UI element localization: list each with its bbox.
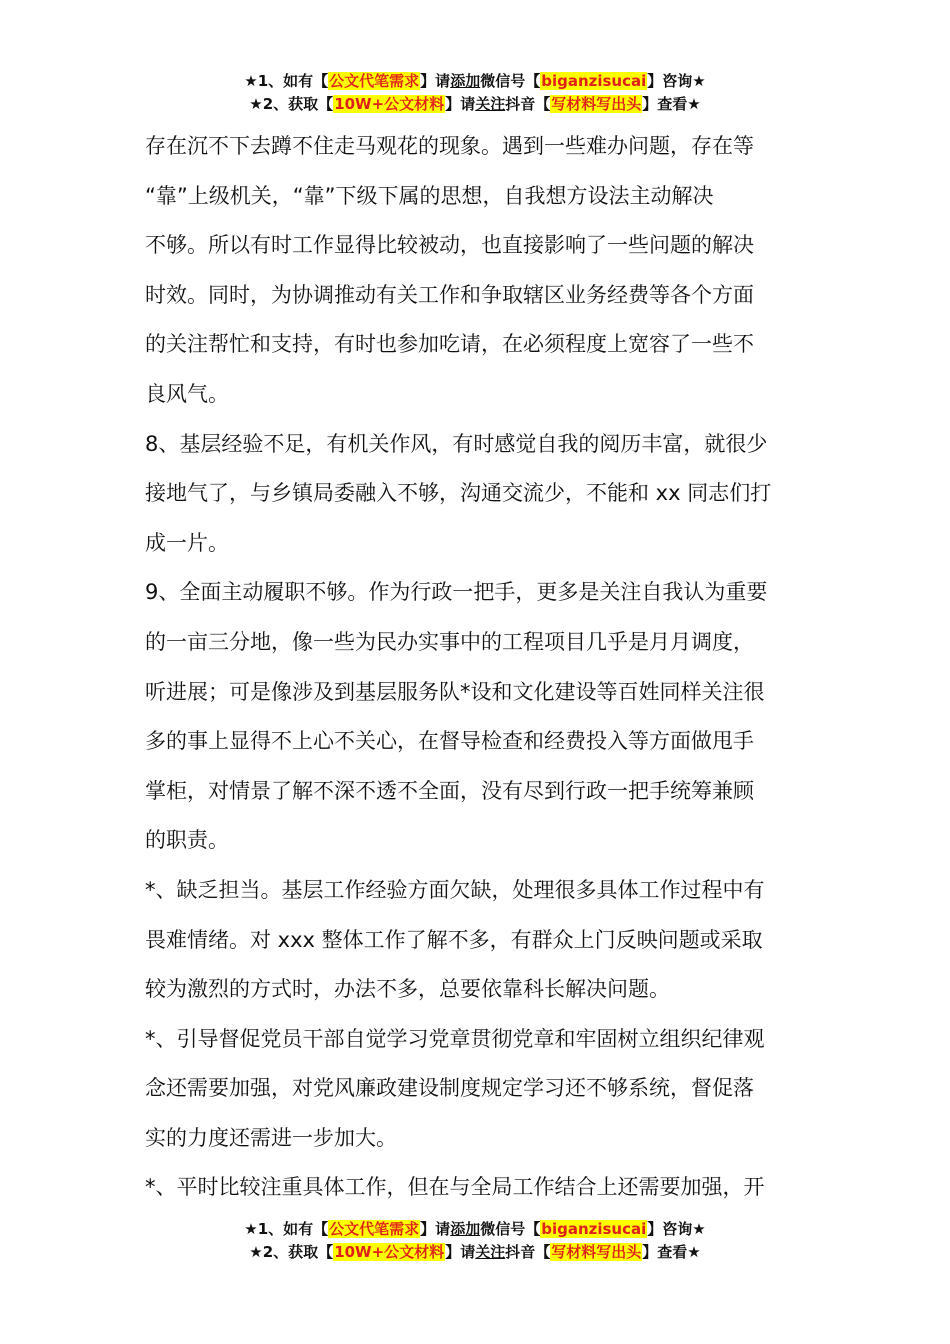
text-line: 不够。所以有时工作显得比较被动，也直接影响了一些问题的解决: [145, 233, 754, 258]
text-line: 畏难情绪。对 xxx 整体工作了解不多，有群众上门反映问题或采取: [145, 927, 763, 952]
text-line: “靠”上级机关，“靠”下级下属的思想，自我想方设法主动解决: [145, 183, 714, 208]
highlight-materials: 10W+公文材料: [334, 95, 445, 113]
document-body: [145, 122, 810, 1213]
highlight-wechat-id: biganzisucai: [541, 1220, 647, 1238]
text-line: 时效。同时，为协调推动有关工作和争取辖区业务经费等各个方面: [145, 282, 754, 307]
text-line: 听进展；可是像涉及到基层服务队*设和文化建设等百姓同样关注很: [145, 679, 765, 704]
highlight-service: 公文代笔需求: [329, 1220, 420, 1238]
text-line: 掌柜，对情景了解不深不透不全面，没有尽到行政一把手统筹兼顾: [145, 778, 754, 803]
text-line: 存在沉不下去蹲不住走马观花的现象。遇到一些难办问题，存在等: [145, 134, 754, 158]
banner-line-1: ★1、如有【公文代笔需求】请添加微信号【biganzisucai】咨询★: [244, 1220, 706, 1238]
banner-line-2: ★2、获取【10W+公文材料】请关注抖音【写材料写出头】查看★: [249, 95, 701, 113]
highlight-douyin-id: 写材料写出头: [551, 95, 642, 113]
banner-line-1: ★1、如有【公文代笔需求】请添加微信号【biganzisucai】咨询★: [244, 72, 706, 90]
text-line: 多的事上显得不上心不关心，在督导检查和经费投入等方面做甩手: [145, 729, 754, 754]
highlight-douyin-id: 写材料写出头: [551, 1243, 642, 1261]
highlight-wechat-id: biganzisucai: [541, 72, 647, 90]
header-banner: [0, 70, 950, 116]
text-line: 成一片。: [145, 530, 229, 555]
text-line: 8、基层经验不足，有机关作风，有时感觉自我的阅历丰富，就很少: [145, 431, 768, 456]
text-line: 9、全面主动履职不够。作为行政一把手，更多是关注自我认为重要: [145, 580, 768, 605]
text-line: *、引导督促党员干部自觉学习党章贯彻党章和牢固树立组织纪律观: [145, 1026, 765, 1051]
text-line: *、缺乏担当。基层工作经验方面欠缺，处理很多具体工作过程中有: [145, 877, 765, 902]
highlight-service: 公文代笔需求: [329, 72, 420, 90]
text-line: 接地气了，与乡镇局委融入不够，沟通交流少，不能和 xx 同志们打: [145, 481, 772, 506]
highlight-materials: 10W+公文材料: [334, 1243, 445, 1261]
text-line: 念还需要加强，对党风廉政建设制度规定学习还不够系统，督促落: [145, 1076, 754, 1101]
text-line: 良风气。: [145, 381, 229, 406]
banner-line-2: ★2、获取【10W+公文材料】请关注抖音【写材料写出头】查看★: [249, 1243, 701, 1261]
text-line: 的一亩三分地，像一些为民办实事中的工程项目几乎是月月调度，: [145, 629, 754, 654]
text-line: *、平时比较注重具体工作，但在与全局工作结合上还需要加强，开: [145, 1175, 765, 1200]
text-line: 的职责。: [145, 828, 229, 853]
text-line: 较为激烈的方式时，办法不多，总要依靠科长解决问题。: [145, 977, 670, 1002]
footer-banner: [0, 1218, 950, 1264]
text-line: 的关注帮忙和支持，有时也参加吃请，在必须程度上宽容了一些不: [145, 332, 754, 357]
text-line: 实的力度还需进一步加大。: [145, 1125, 397, 1150]
